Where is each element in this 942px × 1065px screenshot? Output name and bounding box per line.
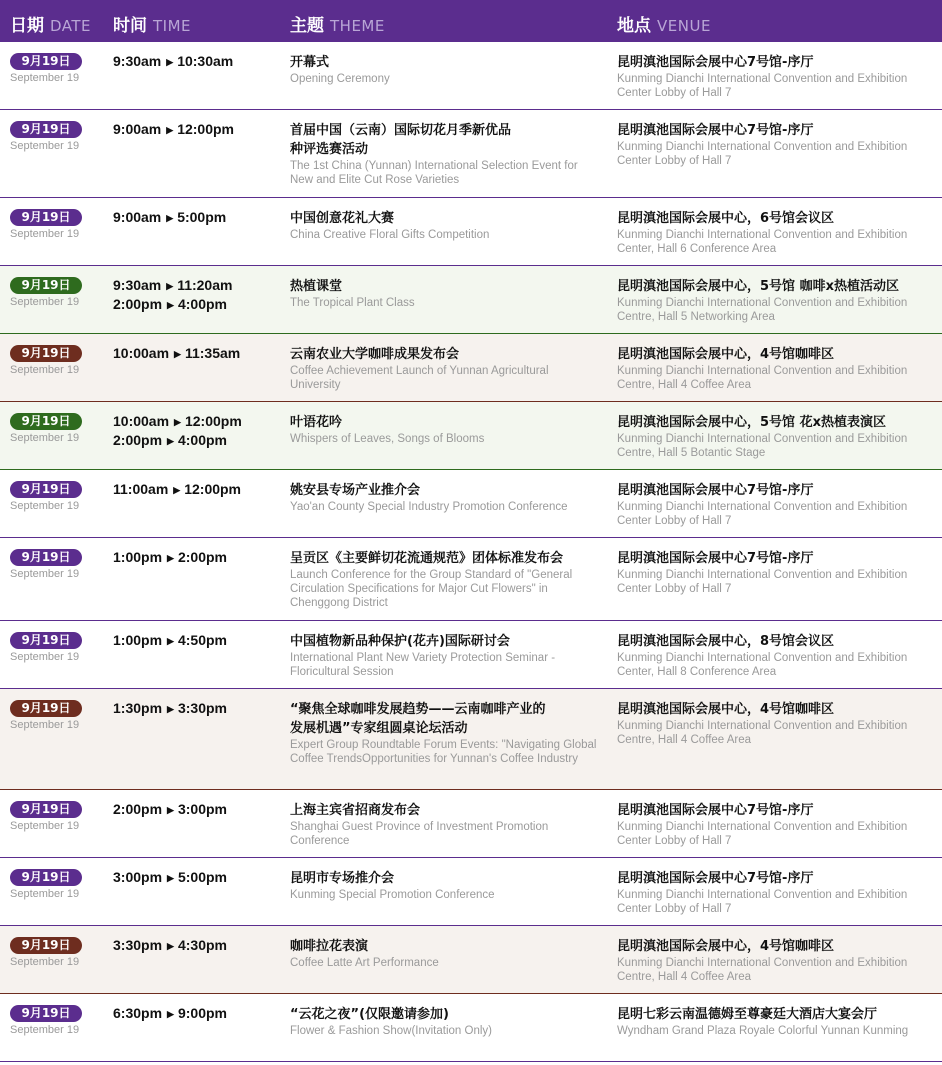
theme-english: Launch Conference for the Group Standard of "General Circulation Specifications for Major Cut Flowers" in Chenggong District <box>290 569 573 609</box>
time-range <box>113 869 227 885</box>
venue-english: Kunming Dianchi International Convention and Exhibition Center Lobby of Hall 7 <box>617 889 908 915</box>
date-badge: 9月19日 <box>10 53 82 70</box>
date-badge: 9月19日 <box>10 700 82 717</box>
event-theme <box>290 1005 602 1038</box>
date-english: September 19 <box>10 432 80 444</box>
venue-chinese: 昆明滇池国际会展中心，5号馆 咖啡x热植活动区 <box>617 279 899 294</box>
event-theme <box>290 869 602 902</box>
event-venue <box>617 209 929 256</box>
theme-chinese: 上海主宾省招商发布会 <box>290 803 421 818</box>
theme-chinese: 呈贡区《主要鲜切花流通规范》团体标准发布会 <box>290 551 564 566</box>
event-theme <box>290 345 602 392</box>
header-time: 时间 TIME <box>113 16 192 36</box>
table-row <box>0 994 942 1062</box>
time-range <box>113 345 240 361</box>
table-row <box>0 926 942 994</box>
end-time: 4:00pm <box>177 296 227 312</box>
arrow-icon: ▶ <box>174 417 181 427</box>
end-time: 12:00pm <box>184 481 242 497</box>
event-venue <box>617 549 929 596</box>
event-theme <box>290 121 602 187</box>
header-venue: 地点 VENUE <box>617 16 711 36</box>
start-time: 3:00pm <box>113 869 163 885</box>
theme-english: The 1st China (Yunnan) International Selection Event for New and Elite Cut Rose Varieties <box>290 160 578 186</box>
end-time: 4:50pm <box>177 632 227 648</box>
theme-chinese: 姚安县专场产业推介会 <box>290 483 421 498</box>
arrow-icon: ▶ <box>166 57 174 67</box>
theme-chinese: 咖啡拉花表演 <box>290 939 369 954</box>
theme-english: International Plant New Variety Protection Seminar - Floricultural Session <box>290 652 556 678</box>
date-badge: 9月19日 <box>10 801 82 818</box>
event-theme <box>290 801 602 848</box>
event-theme <box>290 481 602 514</box>
arrow-icon: ▶ <box>166 281 174 291</box>
start-time: 3:30pm <box>113 937 163 953</box>
event-theme <box>290 632 602 679</box>
table-row <box>0 266 942 334</box>
event-theme <box>290 209 602 242</box>
venue-english: Kunming Dianchi International Convention and Exhibition Center, Hall 8 Conference Area <box>617 652 908 678</box>
theme-english: Flower & Fashion Show(Invitation Only) <box>290 1025 492 1037</box>
header-date: 日期 DATE <box>10 16 92 36</box>
venue-english: Kunming Dianchi International Convention and Exhibition Center Lobby of Hall 7 <box>617 141 908 167</box>
time-range <box>113 700 227 716</box>
theme-chinese: “聚焦全球咖啡发展趋势——云南咖啡产业的发展机遇”专家组圆桌论坛活动 <box>290 702 546 736</box>
theme-english: Whispers of Leaves, Songs of Blooms <box>290 433 485 445</box>
arrow-icon: ▶ <box>167 553 174 563</box>
event-venue <box>617 1005 929 1038</box>
date-badge: 9月19日 <box>10 1005 82 1022</box>
event-venue <box>617 869 929 916</box>
theme-chinese: 首届中国（云南）国际切花月季新优品种评选赛活动 <box>290 123 512 157</box>
time-range <box>113 549 227 565</box>
venue-chinese: 昆明滇池国际会展中心7号馆-序厅 <box>617 551 814 566</box>
table-row <box>0 470 942 538</box>
start-time: 6:30pm <box>113 1005 163 1021</box>
date-badge: 9月19日 <box>10 413 82 430</box>
time-range <box>113 53 233 69</box>
end-time: 4:00pm <box>177 432 227 448</box>
venue-english: Kunming Dianchi International Convention and Exhibition Centre, Hall 4 Coffee Area <box>617 720 908 746</box>
arrow-icon: ▶ <box>167 636 174 646</box>
end-time: 4:30pm <box>177 937 227 953</box>
event-theme <box>290 413 602 446</box>
time-range <box>113 632 227 648</box>
date-english: September 19 <box>10 228 80 240</box>
venue-chinese: 昆明滇池国际会展中心7号馆-序厅 <box>617 483 814 498</box>
arrow-icon: ▶ <box>167 873 174 883</box>
event-venue <box>617 937 929 984</box>
event-venue <box>617 345 929 392</box>
venue-chinese: 昆明滇池国际会展中心7号馆-序厅 <box>617 123 814 138</box>
event-theme <box>290 53 602 86</box>
theme-english: Yao'an County Special Industry Promotion Conference <box>290 501 568 513</box>
theme-chinese: 热植课堂 <box>290 279 343 294</box>
end-time: 2:00pm <box>177 549 227 565</box>
event-venue <box>617 700 929 747</box>
theme-chinese: 云南农业大学咖啡成果发布会 <box>290 347 460 362</box>
end-time: 5:00pm <box>177 209 227 225</box>
time-range <box>113 413 242 429</box>
start-time: 10:00am <box>113 345 170 361</box>
start-time: 2:00pm <box>113 432 163 448</box>
end-time: 12:00pm <box>184 413 242 429</box>
start-time: 11:00am <box>113 481 169 497</box>
start-time: 2:00pm <box>113 296 163 312</box>
venue-english: Kunming Dianchi International Convention and Exhibition Center, Hall 6 Conference Area <box>617 229 908 255</box>
time-range <box>113 296 227 312</box>
venue-chinese: 昆明滇池国际会展中心7号馆-序厅 <box>617 803 814 818</box>
event-venue <box>617 413 929 460</box>
venue-english: Kunming Dianchi International Convention and Exhibition Centre, Hall 5 Botantic Stage <box>617 433 908 459</box>
event-theme <box>290 277 602 310</box>
time-range <box>113 1005 227 1021</box>
date-badge: 9月19日 <box>10 869 82 886</box>
time-range <box>113 121 234 137</box>
arrow-icon: ▶ <box>167 1009 174 1019</box>
venue-english: Kunming Dianchi International Convention and Exhibition Centre, Hall 4 Coffee Area <box>617 365 908 391</box>
venue-chinese: 昆明滇池国际会展中心7号馆-序厅 <box>617 55 814 70</box>
date-english: September 19 <box>10 364 80 376</box>
theme-english: Kunming Special Promotion Conference <box>290 889 495 901</box>
table-row <box>0 42 942 110</box>
theme-english: Coffee Latte Art Performance <box>290 957 439 969</box>
arrow-icon: ▶ <box>167 300 174 310</box>
table-row <box>0 334 942 402</box>
venue-chinese: 昆明滇池国际会展中心，4号馆咖啡区 <box>617 939 835 954</box>
arrow-icon: ▶ <box>166 213 174 223</box>
end-time: 3:30pm <box>177 700 227 716</box>
start-time: 9:30am <box>113 277 162 293</box>
event-venue <box>617 632 929 679</box>
end-time: 9:00pm <box>177 1005 227 1021</box>
venue-chinese: 昆明滇池国际会展中心，8号馆会议区 <box>617 634 835 649</box>
end-time: 3:00pm <box>177 801 227 817</box>
venue-chinese: 昆明滇池国际会展中心，6号馆会议区 <box>617 211 835 226</box>
start-time: 9:00am <box>113 121 162 137</box>
date-badge: 9月19日 <box>10 549 82 566</box>
theme-english: Shanghai Guest Province of Investment Promotion Conference <box>290 821 549 847</box>
arrow-icon: ▶ <box>167 704 174 714</box>
theme-chinese: 中国创意花礼大赛 <box>290 211 395 226</box>
table-row <box>0 790 942 858</box>
header-theme: 主题 THEME <box>290 16 385 36</box>
event-venue <box>617 801 929 848</box>
start-time: 10:00am <box>113 413 170 429</box>
theme-english: China Creative Floral Gifts Competition <box>290 229 490 241</box>
end-time: 11:20am <box>177 277 233 293</box>
arrow-icon: ▶ <box>167 436 174 446</box>
theme-chinese: 中国植物新品种保护(花卉)国际研讨会 <box>290 634 510 649</box>
table-row <box>0 538 942 621</box>
start-time: 1:30pm <box>113 700 163 716</box>
theme-english: The Tropical Plant Class <box>290 297 415 309</box>
arrow-icon: ▶ <box>167 805 174 815</box>
end-time: 10:30am <box>177 53 234 69</box>
venue-chinese: 昆明滇池国际会展中心，4号馆咖啡区 <box>617 702 835 717</box>
arrow-icon: ▶ <box>174 349 181 359</box>
date-english: September 19 <box>10 956 80 968</box>
event-theme <box>290 549 602 610</box>
venue-english: Kunming Dianchi International Convention and Exhibition Centre, Hall 5 Networking Area <box>617 297 908 323</box>
event-venue <box>617 53 929 100</box>
venue-english: Kunming Dianchi International Convention and Exhibition Center Lobby of Hall 7 <box>617 821 908 847</box>
venue-chinese: 昆明滇池国际会展中心，4号馆咖啡区 <box>617 347 835 362</box>
date-english: September 19 <box>10 888 80 900</box>
venue-chinese: 昆明滇池国际会展中心7号馆-序厅 <box>617 871 814 886</box>
start-time: 2:00pm <box>113 801 163 817</box>
venue-english: Kunming Dianchi International Convention and Exhibition Center Lobby of Hall 7 <box>617 501 908 527</box>
end-time: 11:35am <box>184 345 241 361</box>
table-row <box>0 621 942 689</box>
table-row <box>0 198 942 266</box>
date-english: September 19 <box>10 72 80 84</box>
time-range <box>113 209 226 225</box>
date-english: September 19 <box>10 500 80 512</box>
table-row <box>0 110 942 198</box>
venue-english: Kunming Dianchi International Convention and Exhibition Center Lobby of Hall 7 <box>617 569 908 595</box>
start-time: 1:00pm <box>113 549 163 565</box>
venue-english: Wyndham Grand Plaza Royale Colorful Yunnan Kunming <box>617 1025 909 1037</box>
table-header <box>0 0 942 42</box>
venue-english: Kunming Dianchi International Convention and Exhibition Center Lobby of Hall 7 <box>617 73 908 99</box>
table-row <box>0 689 942 790</box>
theme-english: Expert Group Roundtable Forum Events: "Navigating Global Coffee TrendsOpportunities for Yunnan's Coffee Industry <box>290 739 597 765</box>
date-badge: 9月19日 <box>10 277 82 294</box>
time-range <box>113 432 227 448</box>
theme-chinese: “云花之夜”(仅限邀请参加) <box>290 1007 449 1022</box>
table-row <box>0 858 942 926</box>
date-english: September 19 <box>10 568 80 580</box>
time-range <box>113 277 232 293</box>
event-theme <box>290 700 602 766</box>
arrow-icon: ▶ <box>167 941 174 951</box>
date-english: September 19 <box>10 140 80 152</box>
date-english: September 19 <box>10 296 80 308</box>
date-badge: 9月19日 <box>10 209 82 226</box>
date-english: September 19 <box>10 651 80 663</box>
date-badge: 9月19日 <box>10 345 82 362</box>
theme-english: Opening Ceremony <box>290 73 390 85</box>
date-english: September 19 <box>10 1024 80 1036</box>
event-venue <box>617 121 929 168</box>
theme-english: Coffee Achievement Launch of Yunnan Agricultural University <box>290 365 549 391</box>
date-english: September 19 <box>10 820 80 832</box>
time-range <box>113 481 241 497</box>
start-time: 9:30am <box>113 53 162 69</box>
venue-chinese: 昆明滇池国际会展中心，5号馆 花x热植表演区 <box>617 415 886 430</box>
venue-english: Kunming Dianchi International Convention and Exhibition Centre, Hall 4 Coffee Area <box>617 957 908 983</box>
theme-chinese: 叶语花吟 <box>290 415 343 430</box>
start-time: 9:00am <box>113 209 162 225</box>
start-time: 1:00pm <box>113 632 163 648</box>
date-english: September 19 <box>10 719 80 731</box>
arrow-icon: ▶ <box>166 125 174 135</box>
end-time: 12:00pm <box>177 121 234 137</box>
time-range <box>113 937 227 953</box>
theme-chinese: 开幕式 <box>290 55 330 70</box>
date-badge: 9月19日 <box>10 121 82 138</box>
date-badge: 9月19日 <box>10 481 82 498</box>
arrow-icon: ▶ <box>173 485 181 495</box>
event-venue <box>617 277 929 324</box>
event-venue <box>617 481 929 528</box>
date-badge: 9月19日 <box>10 632 82 649</box>
theme-chinese: 昆明市专场推介会 <box>290 871 395 886</box>
table-row <box>0 402 942 470</box>
event-theme <box>290 937 602 970</box>
date-badge: 9月19日 <box>10 937 82 954</box>
end-time: 5:00pm <box>177 869 227 885</box>
time-range <box>113 801 227 817</box>
venue-chinese: 昆明七彩云南温德姆至尊豪廷大酒店大宴会厅 <box>617 1007 878 1022</box>
